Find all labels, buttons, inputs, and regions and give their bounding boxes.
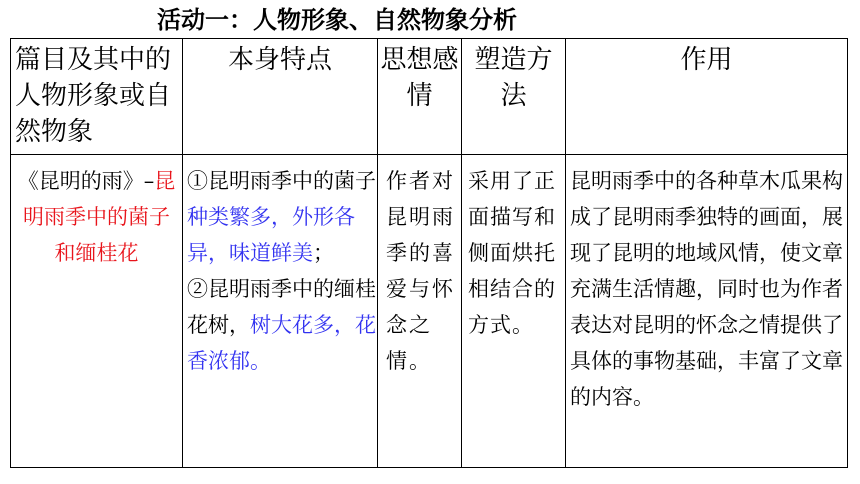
cell-features [183, 155, 378, 468]
header-features: 本身特点 [183, 39, 378, 155]
header-subject: 篇目及其中的人物形象或自然物象 [11, 39, 183, 155]
dash: – [143, 169, 155, 193]
analysis-table [10, 38, 848, 468]
feature-2-highlight: 树大花多，花香浓郁。 [187, 313, 376, 373]
feature-1-suffix: ； [313, 241, 334, 265]
cell-subject [11, 155, 183, 468]
header-emotion: 思想感情 [378, 39, 462, 155]
cell-method: 采用了正面描写和侧面烘托相结合的方式。 [462, 155, 566, 468]
activity-title: 活动一：人物形象、自然物象分析 [157, 6, 517, 34]
feature-1-highlight: 种类繁多，外形各异，味道鲜美 [187, 205, 355, 265]
table-row [11, 155, 848, 468]
header-function: 作用 [566, 39, 848, 155]
feature-2-prefix: ②昆明雨季中的缅桂花树， [187, 277, 376, 337]
work-title: 《昆明的雨》 [17, 169, 144, 193]
header-method: 塑造方法 [462, 39, 566, 155]
cell-emotion: 作者对昆明雨季的喜爱与怀念之情。 [378, 155, 462, 468]
table-header-row [11, 39, 848, 155]
cell-function: 昆明雨季中的各种草木瓜果构成了昆明雨季独特的画面，展现了昆明的地域风情，使文章充满生活情趣，同时也为作者表达对昆明的怀念之情提供了具体的事物基础，丰富了文章的内容。 [566, 155, 848, 468]
feature-1-prefix: ①昆明雨季中的菌子 [187, 169, 376, 193]
subject-text: 昆明雨季中的菌子和缅桂花 [23, 169, 176, 265]
